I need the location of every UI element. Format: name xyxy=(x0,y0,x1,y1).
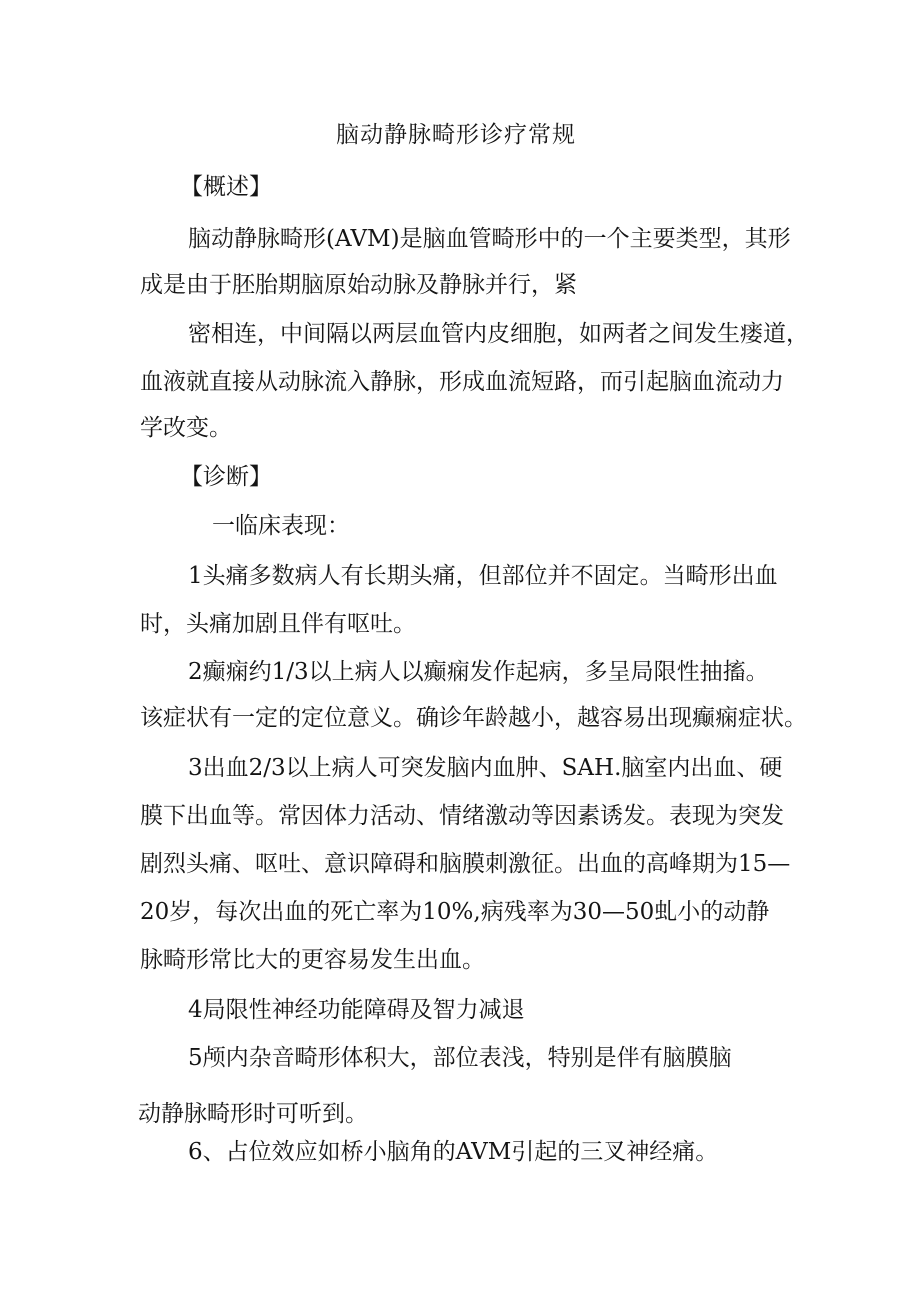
document-title: 脑动静脉畸形诊疗常规 xyxy=(336,122,576,148)
item-1-line-2: 时，头痛加剧且伴有呕吐。 xyxy=(140,611,416,637)
item-5-line-1: 5颅内杂音畸形体积大，部位表浅，特别是伴有脑膜脑 xyxy=(188,1045,732,1071)
item-5-line-2: 动静脉畸形时可听到。 xyxy=(138,1101,368,1127)
item-2-line-2: 该症状有一定的定位意义。确诊年龄越小，越容易出现癫痫症状。 xyxy=(140,705,807,731)
diagnosis-heading: 【诊断】 xyxy=(180,464,272,490)
overview-line-5: 学改变。 xyxy=(140,415,232,441)
item-1-line-1: 1头痛多数病人有长期头痛，但部位并不固定。当畸形出血 xyxy=(188,563,778,589)
overview-line-4: 血液就直接从动脉流入静脉，形成血流短路，而引起脑血流动力 xyxy=(140,369,784,395)
item-3-line-4: 20岁，每次出血的死亡率为10%,病残率为30—50虬小的动静 xyxy=(140,899,770,925)
overview-heading: 【概述】 xyxy=(180,174,272,200)
item-3-line-2: 膜下出血等。常因体力活动、情绪激动等因素诱发。表现为突发 xyxy=(140,803,784,829)
overview-line-2: 成是由于胚胎期脑原始动脉及静脉并行，紧 xyxy=(140,272,577,298)
item-2-line-1: 2癫痫约1/3以上病人以癫痫发作起病，多呈局限性抽搐。 xyxy=(188,659,769,685)
clinical-subheading: 一临床表现： xyxy=(212,513,350,539)
item-3-line-3: 剧烈头痛、呕吐、意识障碍和脑膜刺激征。出血的高峰期为15— xyxy=(140,851,791,877)
overview-line-3: 密相连，中间隔以两层血管内皮细胞，如两者之间发生瘘道， xyxy=(188,321,809,347)
overview-line-1: 脑动静脉畸形(AVM)是脑血管畸形中的一个主要类型，其形 xyxy=(188,226,791,252)
item-6-line-1: 6、占位效应如桥小脑角的AVM引起的三叉神经痛。 xyxy=(188,1139,719,1165)
item-3-line-5: 脉畸形常比大的更容易发生出血。 xyxy=(140,947,485,973)
item-3-line-1: 3出血2/3以上病人可突发脑内血肿、SAH.脑室内出血、硬 xyxy=(188,755,783,781)
item-4-line-1: 4局限性神经功能障碍及智力减退 xyxy=(188,997,525,1023)
